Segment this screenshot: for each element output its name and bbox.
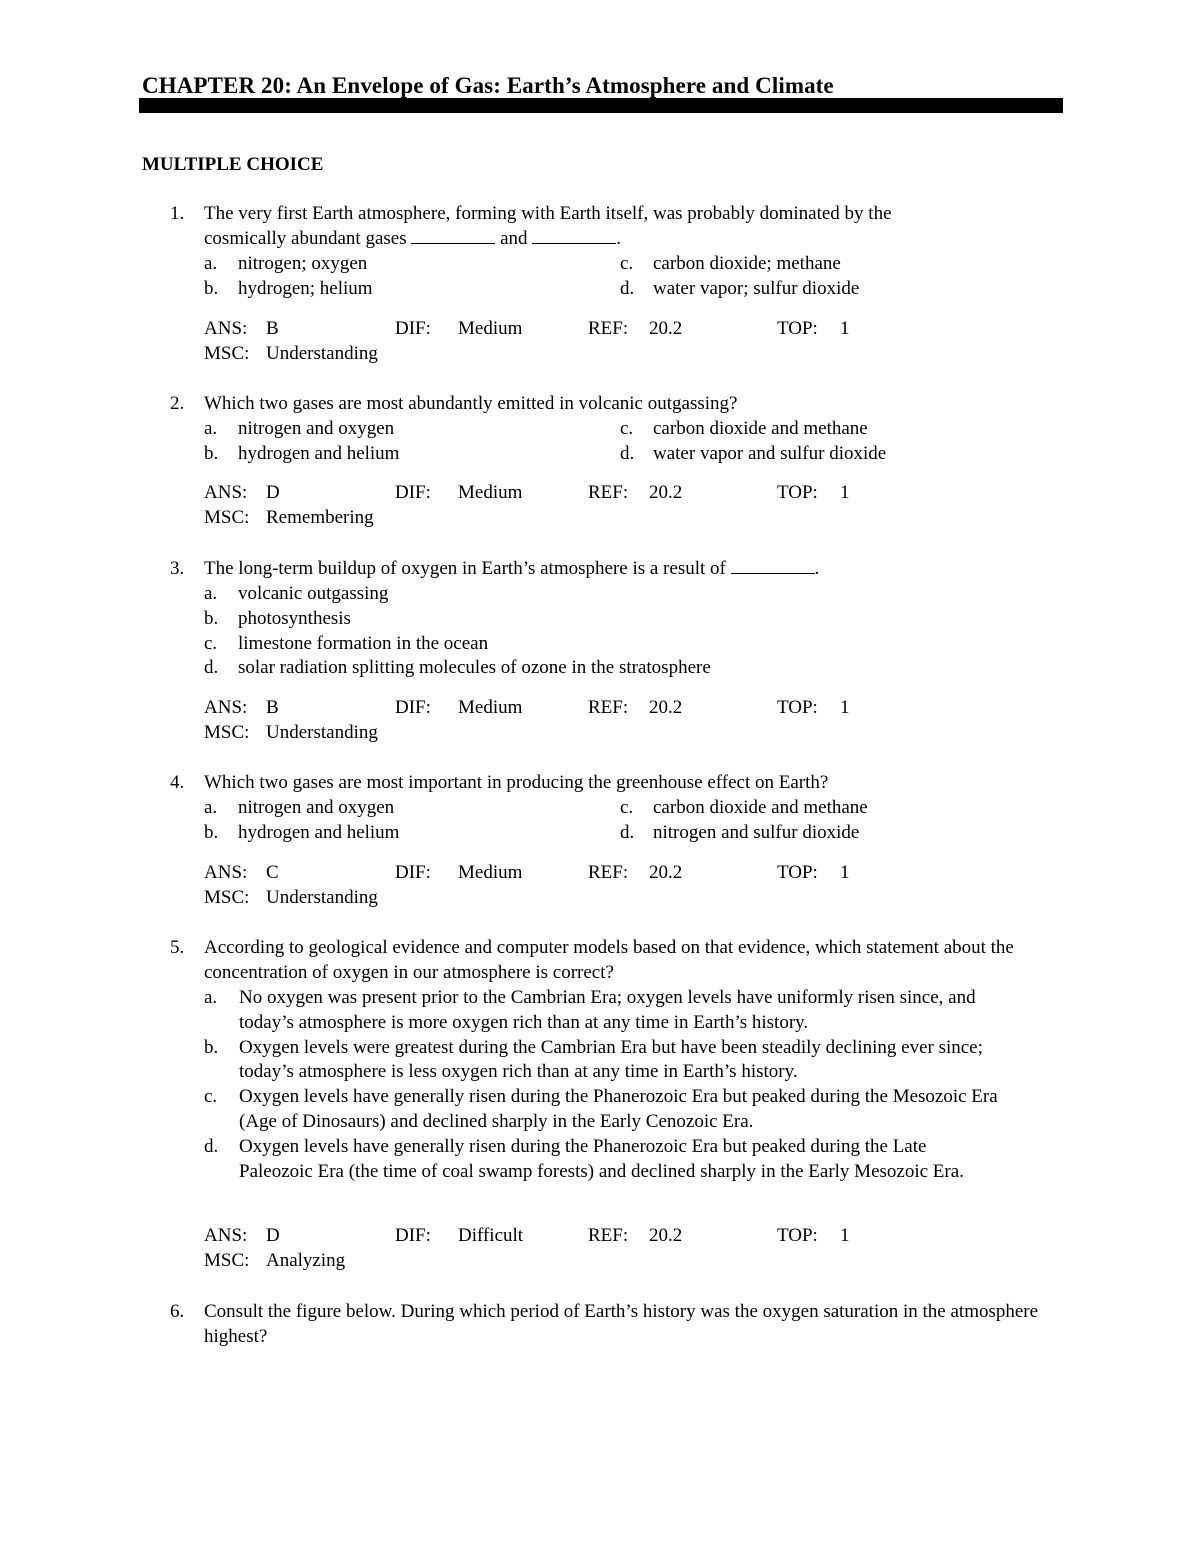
ans-label: ANS: (204, 1225, 248, 1246)
stem-text: . (616, 227, 622, 249)
dif-label: DIF: (395, 318, 431, 339)
ans-value: B (266, 697, 279, 718)
question-stem: According to geological evidence and computer models based on that evidence, which statement about the concentration of oxygen in our atmosphere is correct? (204, 937, 1014, 983)
title-rule (139, 98, 1063, 113)
top-label: TOP: (777, 1225, 818, 1246)
section-heading: MULTIPLE CHOICE (142, 154, 324, 175)
stem-text: . (814, 558, 820, 579)
answer-meta-q3 (204, 696, 1064, 746)
msc-label: MSC: (204, 1250, 250, 1271)
dif-value: Medium (458, 482, 523, 503)
top-value: 1 (840, 697, 850, 718)
msc-label: MSC: (204, 343, 250, 364)
option-letter: c. (204, 1086, 218, 1108)
stem-text: cosmically abundant gases (204, 227, 412, 249)
dif-value: Medium (458, 862, 523, 883)
option-text: photosynthesis (238, 607, 351, 629)
ans-label: ANS: (204, 318, 248, 339)
msc-label: MSC: (204, 722, 250, 743)
dif-label: DIF: (395, 697, 431, 718)
msc-value: Understanding (266, 722, 378, 743)
question-stem: Which two gases are most important in producing the greenhouse effect on Earth? (204, 772, 829, 793)
ref-label: REF: (588, 862, 629, 883)
option-letter: a. (204, 797, 218, 818)
ans-label: ANS: (204, 697, 248, 718)
question-stem: Which two gases are most abundantly emitted in volcanic outgassing? (204, 393, 738, 414)
answer-meta-q1 (204, 317, 1064, 367)
ref-label: REF: (588, 482, 629, 503)
ref-value: 20.2 (649, 862, 683, 883)
answer-meta-q5 (204, 1224, 1064, 1274)
option-b (204, 442, 1064, 467)
ref-label: REF: (588, 318, 629, 339)
option-text: nitrogen and sulfur dioxide (653, 821, 860, 843)
stem-line-1: The very first Earth atmosphere, forming with Earth itself, was probably dominated by the (204, 203, 892, 224)
ans-value: D (266, 1225, 280, 1246)
option-text: carbon dioxide and methane (653, 797, 868, 818)
msc-value: Analyzing (266, 1250, 346, 1271)
option-text: water vapor and sulfur dioxide (653, 442, 887, 464)
option-letter: d. (620, 821, 635, 843)
option-letter: a. (204, 418, 218, 439)
question-number: 2. (170, 393, 185, 414)
option-letter: a. (204, 253, 218, 274)
option-b (204, 1036, 1064, 1086)
options-q1 (204, 252, 1064, 302)
top-label: TOP: (777, 862, 818, 883)
option-a (204, 417, 1064, 442)
option-text: No oxygen was present prior to the Cambrian Era; oxygen levels have uniformly risen since, and today’s atmosphere is more oxygen rich than at any time in Earth’s history. (239, 987, 976, 1033)
dif-label: DIF: (395, 1225, 431, 1246)
dif-label: DIF: (395, 862, 431, 883)
options-q3 (204, 582, 1064, 681)
option-letter: d. (204, 657, 219, 679)
ref-label: REF: (588, 697, 629, 718)
msc-value: Understanding (266, 343, 378, 364)
msc-value: Understanding (266, 887, 378, 908)
top-label: TOP: (777, 697, 818, 718)
options-q4 (204, 796, 1064, 846)
option-c (204, 632, 1064, 657)
answer-blank (532, 227, 616, 244)
msc-label: MSC: (204, 887, 250, 908)
options-q2 (204, 417, 1064, 467)
ref-value: 20.2 (649, 697, 683, 718)
stem-text: The long-term buildup of oxygen in Earth’s atmosphere is a result of (204, 558, 731, 579)
option-c (204, 1085, 1064, 1135)
top-value: 1 (840, 862, 850, 883)
stem-text: and (495, 227, 533, 249)
question-stem (204, 557, 1064, 582)
option-text: Oxygen levels have generally risen during the Phanerozoic Era but peaked during the Late Paleozoic Era (the time of coal swamp forests) and declined sharply in the Early Mesozoic Era. (239, 1135, 964, 1182)
option-letter: b. (204, 821, 219, 843)
stem-line-2 (204, 227, 1064, 252)
question-number: 3. (170, 558, 185, 579)
ref-value: 20.2 (649, 318, 683, 339)
option-text: Oxygen levels were greatest during the Cambrian Era but have been steadily declining ever since; today’s atmosphere is less oxygen rich than at any time in Earth’s history. (239, 1036, 983, 1083)
dif-value: Difficult (458, 1225, 524, 1246)
option-text: nitrogen and oxygen (238, 418, 395, 439)
option-letter: d. (204, 1135, 219, 1157)
option-b (204, 607, 1064, 632)
ans-value: C (266, 862, 279, 883)
top-value: 1 (840, 1225, 850, 1246)
dif-value: Medium (458, 697, 523, 718)
ans-label: ANS: (204, 482, 248, 503)
option-d (204, 1135, 1064, 1185)
option-text: carbon dioxide; methane (653, 253, 841, 274)
question-number: 5. (170, 937, 185, 958)
option-letter: d. (620, 442, 635, 464)
option-letter: c. (204, 632, 218, 654)
option-letter: b. (204, 277, 219, 299)
option-letter: c. (620, 253, 634, 274)
option-letter: d. (620, 277, 635, 299)
option-a (204, 252, 1064, 277)
top-label: TOP: (777, 482, 818, 503)
top-label: TOP: (777, 318, 818, 339)
option-b (204, 277, 1064, 302)
ref-value: 20.2 (649, 482, 683, 503)
ref-value: 20.2 (649, 1225, 683, 1246)
option-d (204, 656, 1064, 681)
option-text: nitrogen; oxygen (238, 253, 368, 274)
question-number: 4. (170, 772, 185, 793)
option-letter: b. (204, 442, 219, 464)
answer-blank (411, 227, 495, 244)
msc-label: MSC: (204, 507, 250, 528)
option-text: Oxygen levels have generally risen during the Phanerozoic Era but peaked during the Mesozoic Era (Age of Dinosaurs) and declined sharply in the Early Cenozoic Era. (239, 1086, 998, 1132)
option-b (204, 821, 1064, 846)
chapter-title: CHAPTER 20: An Envelope of Gas: Earth’s Atmosphere and Climate (142, 73, 834, 98)
option-letter: b. (204, 1036, 219, 1058)
option-letter: b. (204, 607, 219, 629)
option-a (204, 582, 1064, 607)
ref-label: REF: (588, 1225, 629, 1246)
option-text: hydrogen; helium (238, 277, 373, 299)
question-stem: Consult the figure below. During which period of Earth’s history was the oxygen saturation in the atmosphere highest? (204, 1301, 1039, 1347)
ans-value: D (266, 482, 280, 503)
top-value: 1 (840, 318, 850, 339)
option-text: solar radiation splitting molecules of ozone in the stratosphere (238, 657, 711, 679)
dif-label: DIF: (395, 482, 431, 503)
option-letter: a. (204, 987, 218, 1008)
question-stem (204, 202, 1064, 252)
option-text: limestone formation in the ocean (238, 632, 489, 654)
option-a (204, 796, 1064, 821)
option-text: nitrogen and oxygen (238, 797, 395, 818)
option-a (204, 986, 1064, 1036)
ans-label: ANS: (204, 862, 248, 883)
options-q5 (204, 986, 1064, 1184)
option-text: carbon dioxide and methane (653, 418, 868, 439)
option-text: hydrogen and helium (238, 442, 400, 464)
top-value: 1 (840, 482, 850, 503)
msc-value: Remembering (266, 507, 374, 528)
question-number: 6. (170, 1301, 185, 1322)
dif-value: Medium (458, 318, 523, 339)
ans-value: B (266, 318, 279, 339)
option-text: water vapor; sulfur dioxide (653, 277, 860, 299)
option-text: hydrogen and helium (238, 821, 400, 843)
question-number: 1. (170, 203, 185, 224)
option-letter: c. (620, 418, 634, 439)
answer-meta-q2 (204, 481, 1064, 531)
option-letter: c. (620, 797, 634, 818)
answer-blank (731, 557, 815, 574)
answer-meta-q4 (204, 861, 1064, 911)
option-text: volcanic outgassing (238, 583, 389, 604)
option-letter: a. (204, 583, 218, 604)
